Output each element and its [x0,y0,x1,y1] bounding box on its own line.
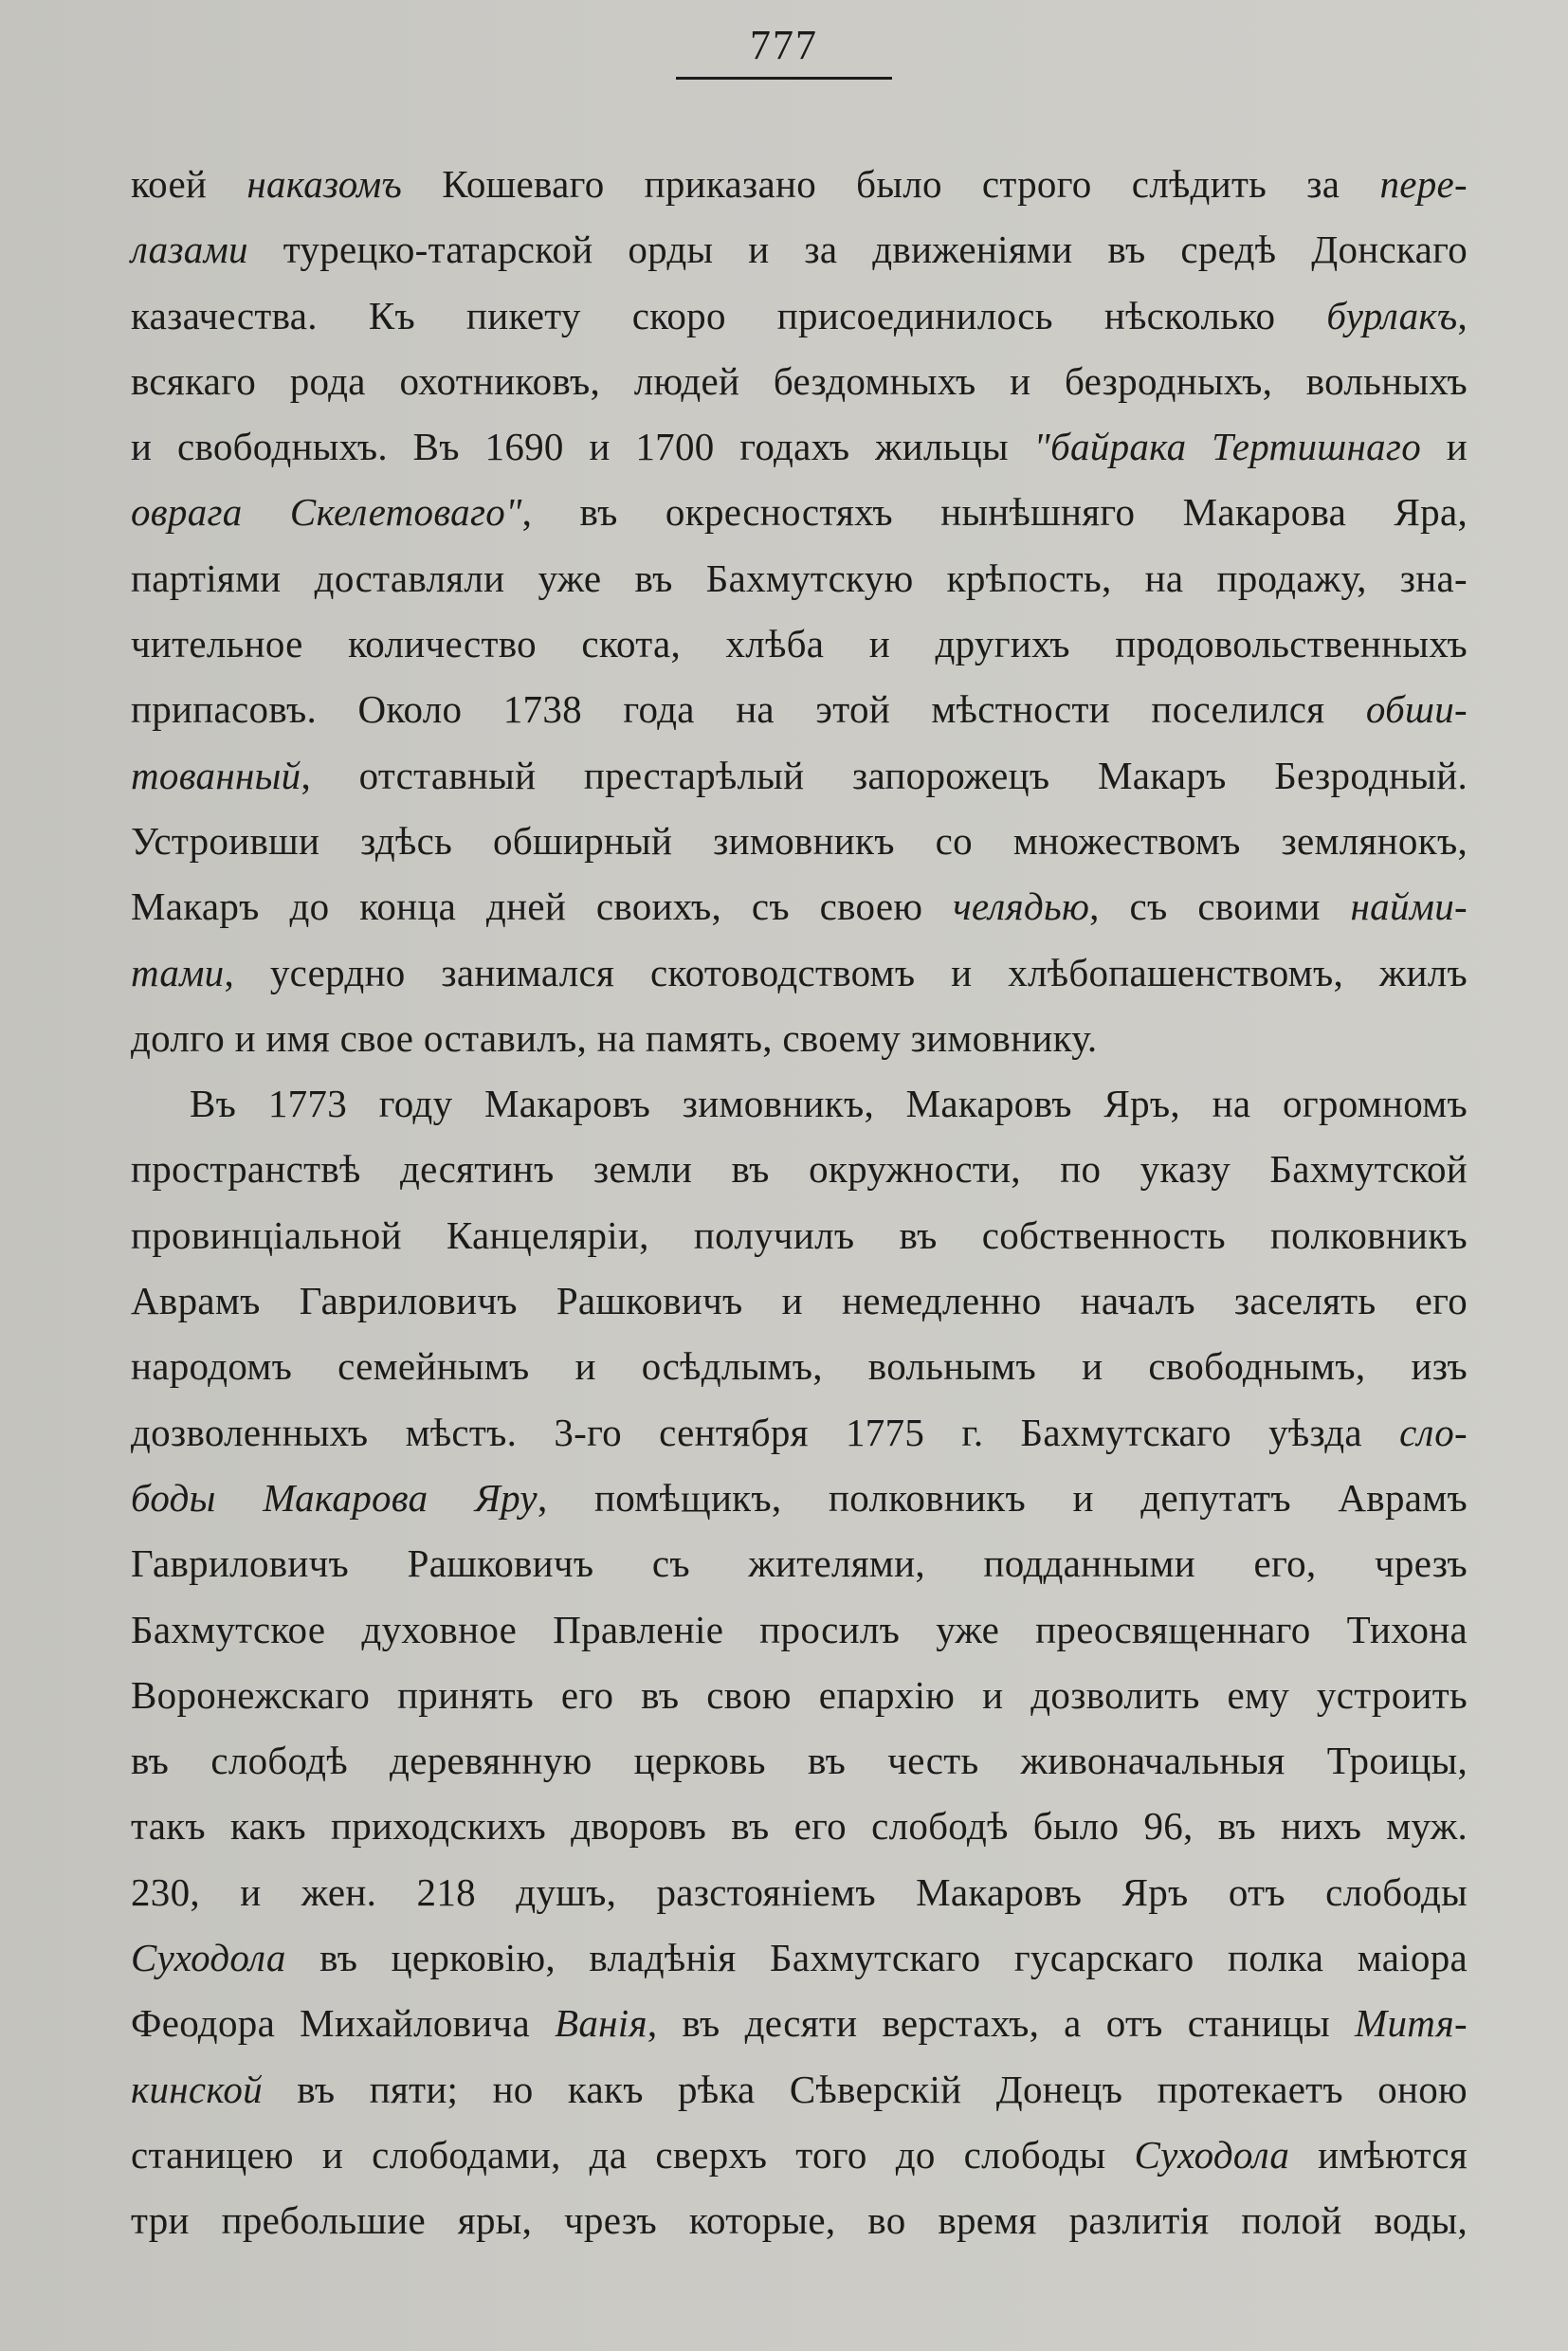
text-line [131,283,1468,349]
text-segment: станицею и слободами, да сверхъ того до слободы [131,2132,1135,2177]
italic-text-segment: Суходола [1134,2132,1290,2177]
text-segment: Гавриловичъ Рашковичъ съ жителями, подданными его, чрезъ [131,1541,1468,1586]
text-segment: , усердно занимался скотоводствомъ и хлѣбопашенствомъ, жилъ [224,950,1468,994]
text-line [131,1203,1468,1268]
text-segment: и [1421,425,1468,469]
italic-text-segment: тованный [131,753,301,797]
text-segment: имѣются [1289,2132,1468,2177]
text-line [131,1400,1468,1466]
text-segment: Въ 1773 году Макаровъ зимовникъ, Макаровъ Яръ, на огромномъ [190,1082,1468,1126]
text-segment: партіями доставляли уже въ Бахмутскую крѣпость, на продажу, зна- [131,556,1468,600]
text-line [131,677,1468,742]
text-line [131,480,1468,545]
text-segment: , отставный престарѣлый запорожецъ Макаръ Безродный. [301,753,1468,797]
text-segment: въ пяти; но какъ рѣка Сѣверскій Донецъ протекаетъ оною [262,2067,1468,2111]
italic-text-segment: сло- [1399,1410,1468,1454]
text-segment: и свободныхъ. Въ 1690 и 1700 годахъ жильцы [131,425,1034,469]
italic-text-segment: тами [131,950,225,994]
italic-text-segment: найми- [1350,884,1468,929]
text-line [131,1860,1468,1925]
italic-text-segment: лазами [131,228,248,272]
text-line [131,546,1468,611]
italic-text-segment: Митя- [1355,2001,1468,2046]
text-line [131,414,1468,480]
italic-text-segment: "байрака Тертишнаго [1033,425,1422,469]
text-segment: припасовъ. Около 1738 года на этой мѣстности поселился [131,687,1366,732]
text-line [131,611,1468,677]
text-segment: Аврамъ Гавриловичъ Рашковичъ и немедленно началъ заселять его [131,1279,1468,1323]
text-line [131,1925,1468,1991]
text-line [131,1531,1468,1596]
text-segment: такъ какъ приходскихъ дворовъ въ его слободѣ было 96, въ нихъ муж. [131,1804,1468,1849]
text-segment: коей [131,162,247,206]
text-segment: всякаго рода охотниковъ, людей бездомныхъ и безродныхъ, вольныхъ [131,358,1468,403]
text-line [131,1991,1468,2056]
text-line [131,1137,1468,1202]
text-segment: Воронежскаго принять его въ свою епархію и дозволить ему устроить [131,1672,1468,1717]
text-line [131,874,1468,939]
text-line [131,1466,1468,1531]
text-line [131,1268,1468,1334]
text-segment: чительное количество скота, хлѣба и другихъ продовольственныхъ [131,622,1468,666]
italic-text-segment: боды Макарова Яру [131,1475,538,1520]
text-segment: казачества. Къ пикету скоро присоединилось нѣсколько [131,293,1327,337]
text-segment: , [1457,293,1468,337]
text-segment: Бахмутское духовное Правленіе просилъ уже преосвященнаго Тихона [131,1607,1468,1651]
text-line [131,940,1468,1006]
text-line [131,1663,1468,1728]
text-segment: Устроивши здѣсь обширный зимовникъ со множествомъ землянокъ, [131,818,1468,863]
text-segment: пространствѣ десятинъ земли въ окружности, по указу Бахмутской [131,1147,1468,1192]
text-line [131,2188,1468,2253]
text-line [131,2123,1468,2188]
text-segment: дозволенныхъ мѣстъ. 3-го сентября 1775 г. Бахмутскаго уѣзда [131,1410,1400,1454]
italic-text-segment: челядью [953,884,1090,929]
text-line [131,1071,1468,1137]
text-line [131,743,1468,809]
italic-text-segment: оврага Скелетоваго" [131,490,522,535]
text-segment: Феодора Михайловича [131,2001,555,2046]
text-line [131,217,1468,282]
text-segment: , въ десяти верстахъ, а отъ станицы [647,2001,1356,2046]
text-segment: народомъ семейнымъ и осѣдлымъ, вольнымъ и свободнымъ, изъ [131,1344,1468,1389]
text-line [131,1794,1468,1859]
text-line [131,1728,1468,1794]
text-segment: долго и имя свое оставилъ, на память, своему зимовнику. [131,1015,1098,1060]
text-segment: въ слободѣ деревянную церковь въ честь живоначальныя Троицы, [131,1739,1468,1783]
text-segment: , помѣщикъ, полковникъ и депутатъ Аврамъ [537,1475,1468,1520]
text-segment: три пребольшие яры, чрезъ которые, во время разлитія полой воды, [131,2198,1468,2243]
text-line [131,1006,1468,1071]
italic-text-segment: Ванія [555,2001,647,2046]
italic-text-segment: бурлакъ [1326,293,1458,337]
text-segment: Кошеваго приказано было строго слѣдить за [402,162,1380,206]
text-line [131,1334,1468,1399]
italic-text-segment: наказомъ [246,162,403,206]
text-line [131,809,1468,874]
text-segment: провинціальной Канцеляріи, получилъ въ собственность полковникъ [131,1212,1468,1257]
text-line [131,2057,1468,2123]
text-segment: , въ окресностяхъ нынѣшняго Макарова Яра, [521,490,1468,535]
text-line [131,152,1468,217]
page-number: 777 [676,21,892,80]
italic-text-segment: кинской [131,2067,263,2111]
body-text [131,152,1468,2254]
italic-text-segment: Суходола [131,1936,286,1980]
text-line [131,349,1468,414]
text-segment: Макаръ до конца дней своихъ, съ своею [131,884,954,929]
text-segment: въ церковію, владѣнія Бахмутскаго гусарскаго полка маіора [285,1936,1468,1980]
italic-text-segment: пере- [1379,162,1468,206]
text-segment: , съ своими [1089,884,1351,929]
text-segment: турецко-татарской орды и за движеніями въ средѣ Донскаго [247,228,1468,272]
page-header [0,21,1568,80]
italic-text-segment: обши- [1365,687,1468,732]
text-line [131,1597,1468,1663]
text-segment: 230, и жен. 218 душъ, разстояніемъ Макаровъ Яръ отъ слободы [131,1869,1468,1914]
